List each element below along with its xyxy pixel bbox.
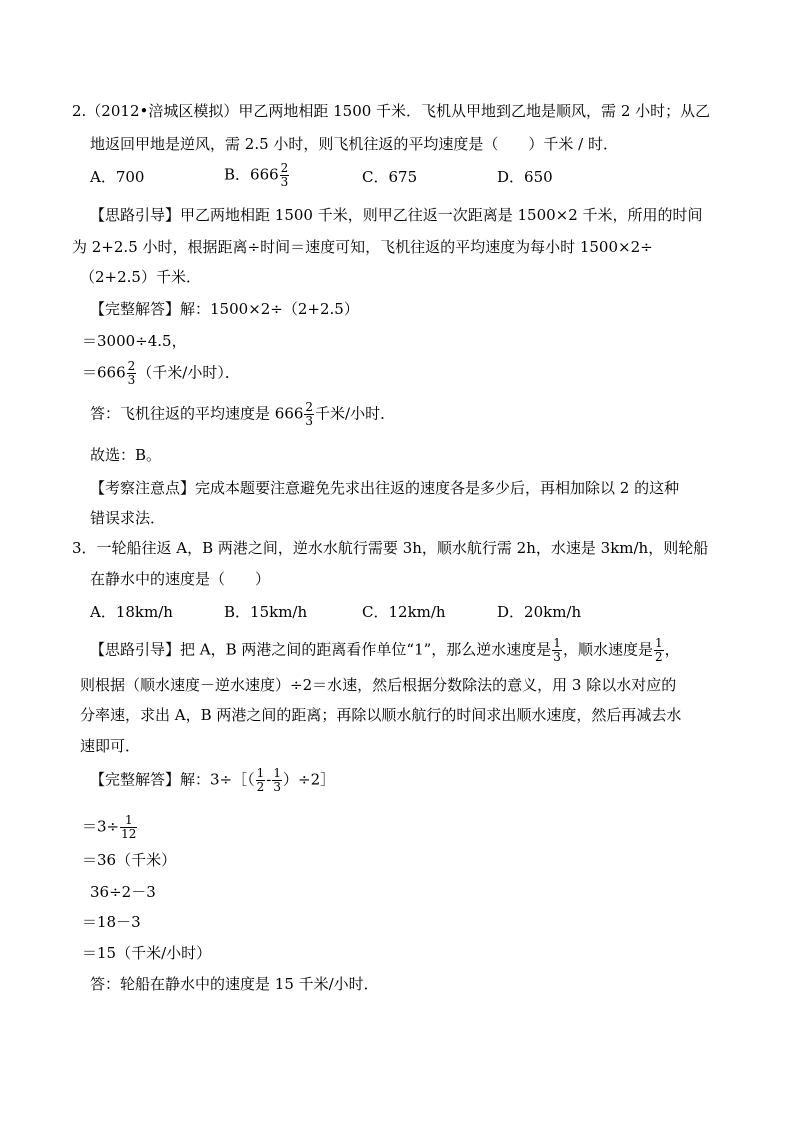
q3-option-d: D．20km/h [497, 603, 582, 621]
q3-hint-line-4: 速即可． [80, 737, 141, 755]
q2-solution-line-1: 【完整解答】解：1500×2÷（2+2.5） [90, 300, 359, 318]
q2-stem-line-2: 地返回甲地是逆风，需 2.5 小时，则飞机往返的平均速度是（ ）千米 / 时． [90, 135, 618, 153]
q3-hint-line-2: 则根据（顺水速度－逆水速度）÷2＝水速，然后根据分数除法的意义，用 3 除以水对应的 [80, 676, 677, 694]
q3-solution-line-4: 36÷2－3 [90, 883, 156, 901]
q2-option-b-whole: 666 [250, 165, 279, 184]
q2-hint-line-1: 【思路引导】甲乙两地相距 1500 千米，则甲乙往返一次距离是 1500×2 千米，所用的时间 [90, 206, 703, 224]
q3-hint-line-3: 分率速，求出 A，B 两港之间的距离；再除以顺水航行的时间求出顺水速度，然后再减去水 [80, 706, 682, 724]
q2-option-c: C．675 [362, 168, 418, 186]
q3-solution-line-2: ＝3÷ $\frac{1}{12}$ [82, 813, 137, 841]
q2-hint-line-3: （2+2.5）千米． [80, 268, 201, 286]
q3-option-b: B．15km/h [224, 603, 308, 621]
q2-note-tag: 【考察注意点】 [90, 479, 196, 497]
q3-solution-fraction-2: $\frac{1}{3}$ [273, 766, 281, 794]
q2-option-b-fraction: $\frac{2}{3}$ [280, 161, 289, 189]
q3-stem-line-2: 在静水中的速度是（ ） [90, 570, 271, 588]
q2-stem-line-1: 2.（2012•涪城区模拟）甲乙两地相距 1500 千米．飞机从甲地到乙地是顺风，需 2 小时；从乙 [72, 102, 711, 120]
q2-answer-fraction: $\frac{2}{3}$ [305, 400, 314, 428]
q3-stem-line-1: 3．一轮船往返 A，B 两港之间，逆水水航行需要 3h，顺水航行需 2h，水速是 3km/h，则轮船 [72, 539, 709, 557]
q3-answer: 答：轮船在静水中的速度是 15 千米/小时． [90, 975, 379, 993]
q3-hint-fraction-2: $\frac{1}{2}$ [654, 636, 663, 664]
q2-solution-tag: 【完整解答】 [90, 300, 181, 318]
q3-option-a: A．18km/h [90, 603, 173, 621]
q2-solution-fraction: $\frac{2}{3}$ [127, 359, 136, 387]
q2-note-line-1: 【考察注意点】完成本题要注意避免先求出往返的速度各是多少后，再相加除以 2 的这种 [90, 479, 680, 497]
q3-option-c: C．12km/h [362, 603, 446, 621]
q3-hint-line-1: 【思路引导】把 A，B 两港之间的距离看作单位“1”，那么逆水速度是 $\frac{1}{3}$ ，顺水速度是 $\frac{1}{2}$ ， [90, 636, 680, 664]
q2-note-line-2: 错误求法． [90, 509, 166, 527]
q2-solution-line-3: ＝666 $\frac{2}{3}$ （千米/小时）． [82, 359, 240, 387]
q3-solution-line-3: ＝36（千米） [82, 851, 177, 869]
q3-hint-fraction-1: $\frac{1}{3}$ [553, 636, 561, 664]
q3-solution-line-5: ＝18－3 [82, 913, 141, 931]
q2-option-a: A．700 [90, 168, 145, 186]
q2-solution-line-2: ＝3000÷4.5， [82, 332, 187, 350]
q3-solution-line-1: 【完整解答】解：3÷［（ $\frac{1}{2}$ - $\frac{1}{3}$ ）÷2］ [90, 766, 336, 794]
q2-hint-line-2: 为 2+2.5 小时，根据距离÷时间＝速度可知，飞机往返的平均速度为每小时 1500×2÷ [72, 238, 653, 256]
q2-choice: 故选：B。 [90, 446, 162, 464]
q3-solution-fraction-1: $\frac{1}{2}$ [256, 766, 265, 794]
q3-hint-tag: 【思路引导】 [90, 640, 181, 659]
q2-hint-tag: 【思路引导】 [90, 206, 181, 224]
q3-solution-tag: 【完整解答】 [90, 770, 181, 789]
q2-option-b [224, 162, 290, 189]
q2-option-d: D．650 [497, 168, 553, 186]
q2-option-b-letter: B． [224, 165, 251, 184]
q3-solution-fraction-3: $\frac{1}{12}$ [121, 813, 137, 841]
q2-answer: 答：飞机往返的平均速度是 666 $\frac{2}{3}$ 千米/小时． [90, 400, 396, 428]
q3-solution-line-6: ＝15（千米/小时） [82, 944, 212, 962]
